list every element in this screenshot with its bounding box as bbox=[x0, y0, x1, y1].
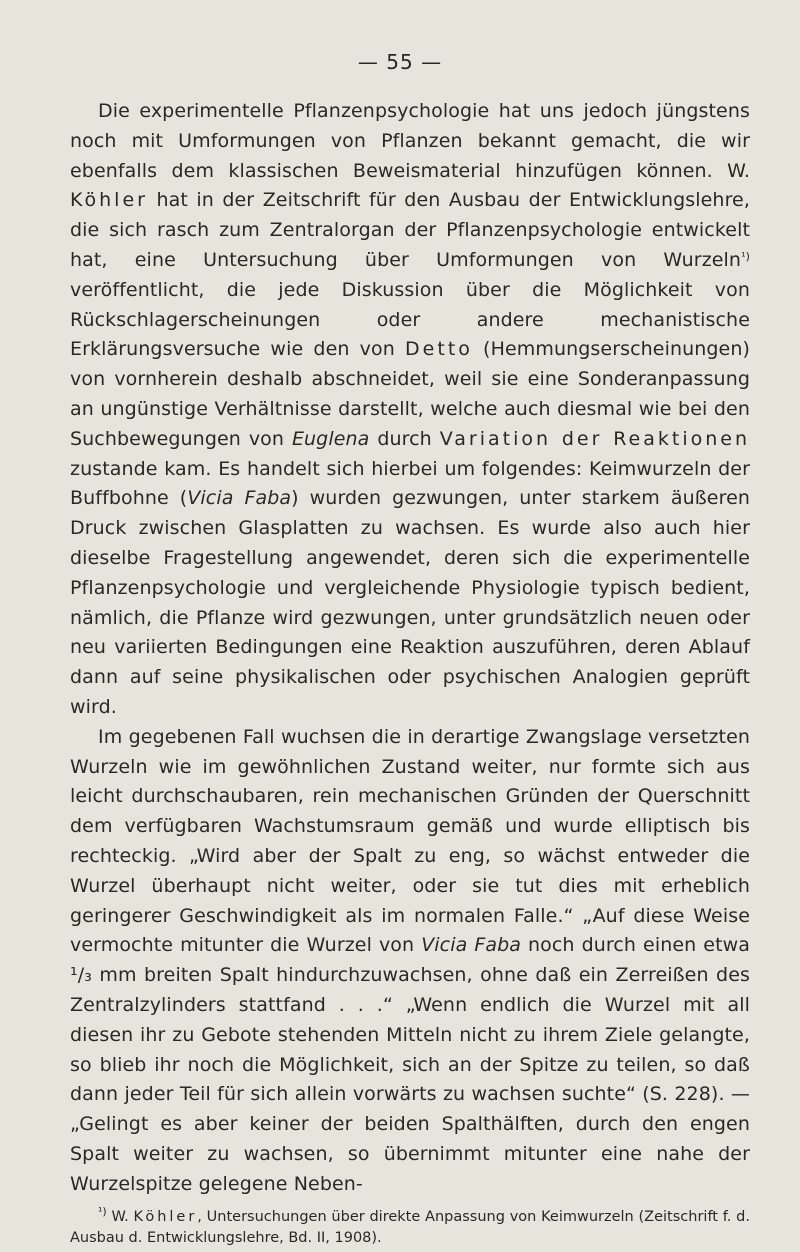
footnote-mark: ¹) bbox=[98, 1205, 107, 1219]
footnote bbox=[70, 1207, 750, 1249]
footnote-reference: ¹) bbox=[741, 249, 750, 263]
text-run: zustande kam. Es handelt sich hierbei um folgendes: Keimwurzeln der Buffbohne ( bbox=[70, 457, 750, 510]
text-run: veröffentlicht, die jede Diskussion über die Möglichkeit von Rückschlagerscheinungen oder andere mechanistische Erklärungsversuche wie den von bbox=[70, 278, 750, 361]
text-run: ) wurden gezwungen, unter starkem äußeren Druck zwischen Glasplatten zu wachsen. Es wurde also auch hier dieselbe Fragestellung angewendet, deren sich die experimentelle Pflanzenpsychologie und vergleichende Physiologie typisch bedient, nämlich, die Pflanze wird gezwungen, unter grundsätzlich neuen oder neu variierten Bedingungen eine Reaktion auszuführen, deren Ablauf dann auf seine physikalischen oder psychischen Analogien geprüft wird. bbox=[70, 487, 750, 718]
text-run: (Hemmungserscheinungen) von vornherein deshalb abschneidet, weil sie eine Sonderanpassung an ungünstige Verhältnisse darstellt, welche auch diesmal wie bei den Suchbewegungen von bbox=[70, 338, 750, 450]
species-name: Vicia Faba bbox=[187, 487, 292, 510]
author-name: Köhler bbox=[70, 189, 148, 212]
emphasized-term: Variation der Reaktionen bbox=[439, 427, 750, 450]
fraction: ¹/₃ bbox=[70, 964, 92, 987]
text-run: durch bbox=[369, 427, 440, 450]
author-name: Detto bbox=[405, 338, 473, 361]
text-run: Die experimentelle Pflanzenpsychologie hat uns jedoch jüngstens noch mit Umformungen von Pflanzen bekannt gemacht, die wir ebenfalls dem klassischen Beweismaterial hinzufügen können. W. bbox=[70, 100, 750, 182]
text-run: , Untersuchungen über direkte Anpassung von Keimwurzeln (Zeitschrift f. d. Ausbau d. Entwicklungslehre, Bd. II, 1908). bbox=[70, 1209, 750, 1247]
text-run: Im gegebenen Fall wuchsen die in derartige Zwangslage versetzten Wurzeln wie im gewöhnlichen Zustand weiter, nur formte sich aus leicht durchschaubaren, rein mechanischen Gründen der Querschnitt dem verfügbaren Wachstumsraum gemäß und wurde elliptisch bis rechteckig. „Wird aber der Spalt zu eng, so wächst entweder die Wurzel überhaupt nicht weiter, oder sie tut dies mit erheblich geringerer Geschwindigkeit als im normalen Falle.“ „Auf diese Weise vermochte mitunter die Wurzel von bbox=[70, 725, 750, 957]
main-text bbox=[70, 97, 750, 1199]
text-run: hat in der Zeitschrift für den Ausbau der Entwicklungslehre, die sich rasch zum Zentralorgan der Pflanzenpsychologie entwickelt hat, eine Untersuchung über Umformungen von Wurzeln bbox=[70, 189, 750, 271]
paragraph-2 bbox=[70, 723, 750, 1200]
text-run: W. bbox=[106, 1209, 134, 1226]
paragraph-1 bbox=[70, 97, 750, 723]
species-name: Vicia Faba bbox=[421, 934, 522, 957]
page-number: — 55 — bbox=[357, 50, 443, 74]
text-run: noch durch einen etwa bbox=[521, 934, 751, 957]
text-run: mm breiten Spalt hindurchzuwachsen, ohne daß ein Zerreißen des Zentralzylinders stattfand . . .“ „Wenn endlich die Wurzel mit all diesen ihr zu Gebote stehenden Mitteln nicht zu ihrem Ziele gelangte, so blieb ihr noch die Möglichkeit, sich an der Spitze zu teilen, so daß dann jeder Teil für sich allein vorwärts zu wachsen suchte“ (S. 228). — „Gelingt es aber keiner der beiden Spalthälften, durch den engen Spalt weiter zu wachsen, so übernimmt mitunter eine nahe der Wurzelspitze gelegene Neben- bbox=[70, 964, 750, 1195]
species-name: Euglena bbox=[291, 427, 370, 450]
author-name: Köhler bbox=[133, 1209, 198, 1226]
